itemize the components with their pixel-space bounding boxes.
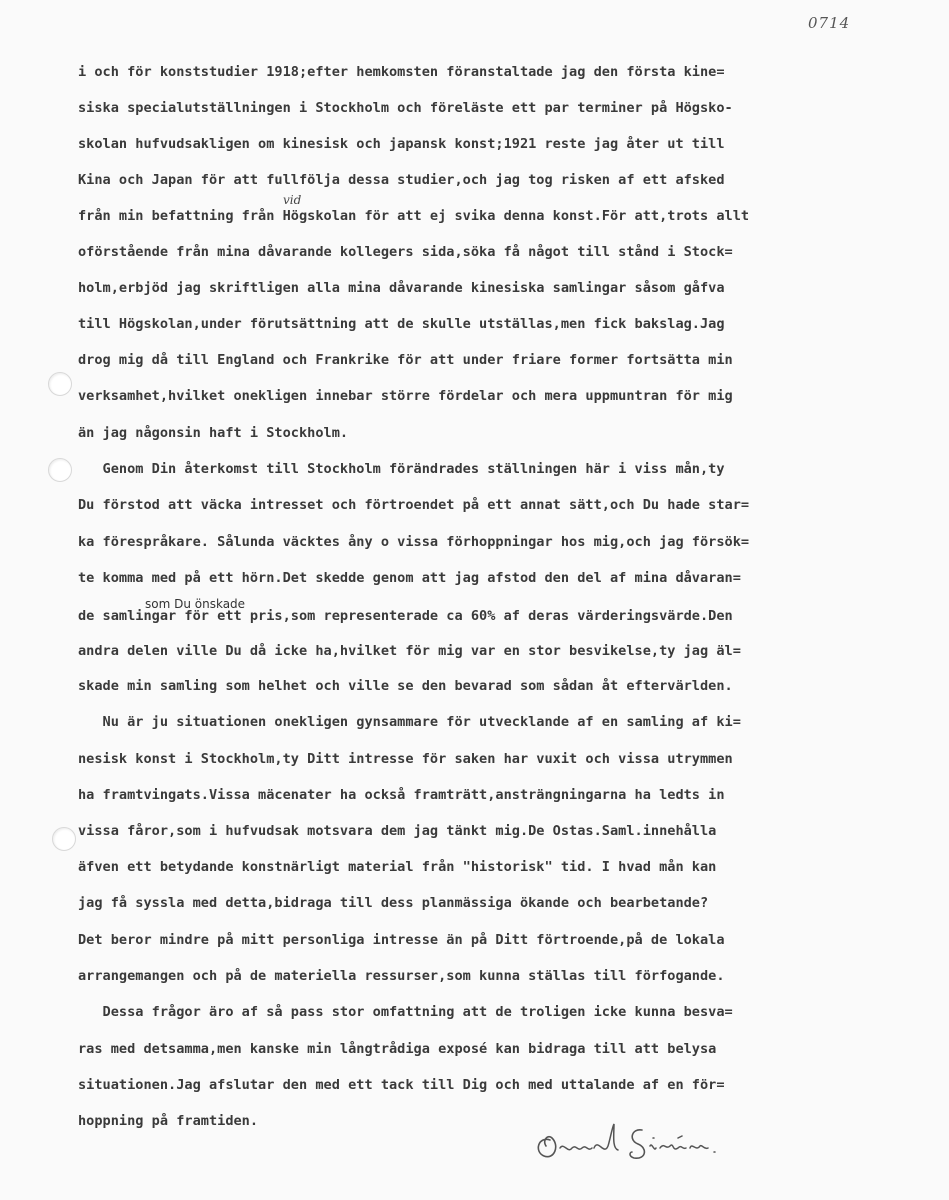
text-line: Nu är ju situationen onekligen gynsammare för utvecklande af en samling af ki= [78, 714, 741, 730]
handwritten-correction: vid [283, 193, 302, 207]
text-line: skolan hufvudsakligen om kinesisk och japansk konst;1921 reste jag åter ut till [78, 136, 725, 152]
text-line: i och för konststudier 1918;efter hemkomsten föranstaltade jag den första kine= [78, 64, 725, 80]
text-line: siska specialutställningen i Stockholm och föreläste ett par terminer på Högsko- [78, 100, 733, 116]
text-line: andra delen ville Du då icke ha,hvilket för mig var en stor besvikelse,ty jag äl= [78, 643, 741, 659]
text-line: jag få syssla med detta,bidraga till dess planmässiga ökande och bearbetande? [78, 895, 709, 911]
text-line: oförstående från mina dåvarande kollegers sida,söka få något till stånd i Stock= [78, 244, 733, 260]
text-line: vissa fåror,som i hufvudsak motsvara dem jag tänkt mig.De Ostas.Saml.innehålla [78, 823, 717, 839]
text-line: Kina och Japan för att fullfölja dessa studier,och jag tog risken af ett afsked [78, 172, 725, 188]
text-line: drog mig då till England och Frankrike för att under friare former fortsätta min [78, 352, 733, 368]
page-number: 0714 [808, 14, 851, 32]
text-line: Genom Din återkomst till Stockholm förändrades ställningen här i viss mån,ty [78, 461, 725, 477]
text-line: från min befattning från Högskolan för att ej svika denna konst.För att,trots allt [78, 208, 750, 224]
text-line: arrangemangen och på de materiella ressurser,som kunna ställas till förfogande. [78, 968, 725, 984]
text-line: ha framtvingats.Vissa mäcenater ha också framträtt,ansträngningarna ha ledts in [78, 787, 725, 803]
text-line: de samlingar för ett pris,som representerade ca 60% af deras värderingsvärde.Den [78, 608, 733, 624]
interlinear-insertion: som Du önskade [145, 597, 246, 611]
text-line: till Högskolan,under förutsättning att de skulle utställas,men fick bakslag.Jag [78, 316, 725, 332]
text-line: Det beror mindre på mitt personliga intresse än på Ditt förtroende,på de lokala [78, 932, 725, 948]
text-line: holm,erbjöd jag skriftligen alla mina dåvarande kinesiska samlingar såsom gåfva [78, 280, 725, 296]
text-line: te komma med på ett hörn.Det skedde genom att jag afstod den del af mina dåvaran= [78, 570, 741, 586]
text-line: hoppning på framtiden. [78, 1113, 259, 1129]
text-line: skade min samling som helhet och ville se den bevarad som sådan åt eftervärlden. [78, 678, 733, 694]
punch-hole [52, 827, 76, 851]
text-line: Dessa frågor äro af så pass stor omfattning att de troligen icke kunna besva= [78, 1004, 733, 1020]
text-line: ras med detsamma,men kanske min långtrådiga exposé kan bidraga till att belysa [78, 1041, 717, 1057]
text-line: än jag någonsin haft i Stockholm. [78, 425, 349, 441]
text-line: ka förespråkare. Sålunda väcktes åny o vissa förhoppningar hos mig,och jag försök= [78, 534, 750, 550]
punch-hole [48, 372, 72, 396]
text-line: äfven ett betydande konstnärligt material från "historisk" tid. I hvad mån kan [78, 859, 717, 875]
handwritten-signature [532, 1118, 742, 1168]
punch-hole [48, 458, 72, 482]
text-line: verksamhet,hvilket onekligen innebar större fördelar och mera uppmuntran för mig [78, 388, 733, 404]
text-line: nesisk konst i Stockholm,ty Ditt intresse för saken har vuxit och vissa utrymmen [78, 751, 733, 767]
text-line: Du förstod att väcka intresset och förtroendet på ett annat sätt,och Du hade star= [78, 497, 750, 513]
text-line: situationen.Jag afslutar den med ett tack till Dig och med uttalande af en för= [78, 1077, 725, 1093]
